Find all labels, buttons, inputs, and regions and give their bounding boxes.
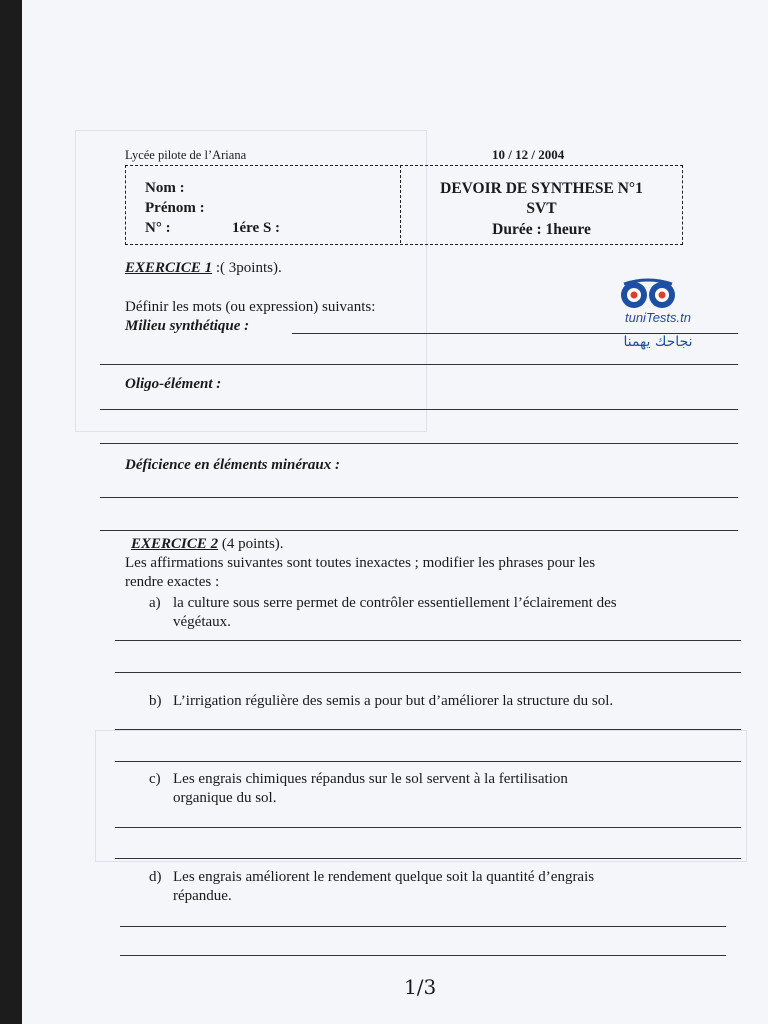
tunitests-logo [610,278,706,362]
exercise2-points: (4 points). [218,536,284,552]
term-oligo-element: Oligo-élément : [125,376,222,392]
name-label: Nom : [145,180,185,196]
answer-line [100,530,738,531]
school-name: Lycée pilote de l’Ariana [125,148,247,162]
answer-line [115,640,741,641]
scan-edge [0,0,22,1024]
exercise2-title: EXERCICE 2 [131,536,219,552]
item-letter: c) [149,771,161,787]
answer-line [120,926,726,927]
item-text: Les engrais améliorent le rendement quelque soit la quantité d’engrais [173,869,595,885]
exercise2-instruction: Les affirmations suivantes sont toutes inexactes ; modifier les phrases pour les [125,555,596,571]
firstname-label: Prénom : [145,200,205,216]
term-milieu-synthetique: Milieu synthétique : [125,318,250,334]
term-deficience: Déficience en éléments minéraux : [125,457,340,473]
item-letter: b) [149,693,162,709]
owl-icon [610,278,706,312]
exercise2-instruction-cont: rendre exactes : [125,574,220,590]
item-text-cont: végétaux. [173,614,231,630]
number-label: N° : [145,220,171,236]
item-text: la culture sous serre permet de contrôler essentiellement l’éclairement des [173,595,617,611]
class-label: 1ére S : [232,220,281,236]
answer-line [115,672,741,673]
header-divider [400,165,401,243]
answer-line [115,761,741,762]
page-number: 1/3 [404,975,437,999]
item-text-cont: répandue. [173,888,232,904]
exercise1-instruction: Définir les mots (ou expression) suivants: [125,299,376,315]
item-text: Les engrais chimiques répandus sur le sol servent à la fertilisation [173,771,568,787]
item-letter: a) [149,595,161,611]
answer-line [100,443,738,444]
exam-title: DEVOIR DE SYNTHESE N°1 [440,180,643,197]
exam-duration: Durée : 1heure [492,221,591,238]
item-text: L’irrigation régulière des semis a pour but d’améliorer la structure du sol. [173,693,614,709]
exercise1-heading [125,259,282,277]
answer-line [100,409,738,410]
exercise1-points: :( 3points). [212,260,282,276]
item-letter: d) [149,869,162,885]
exercise2-heading [131,535,284,553]
answer-line [100,364,738,365]
exam-subject: SVT [526,200,557,217]
item-text-cont: organique du sol. [173,790,277,806]
answer-line [115,858,741,859]
exam-date: 10 / 12 / 2004 [492,147,565,162]
answer-line [120,955,726,956]
logo-brand: tuniTests.tn [624,310,691,325]
answer-line [115,827,741,828]
answer-line [115,729,741,730]
exercise1-title: EXERCICE 1 [125,260,213,276]
logo-tagline: نجاحك يهمنا [623,334,693,350]
answer-line [100,497,738,498]
